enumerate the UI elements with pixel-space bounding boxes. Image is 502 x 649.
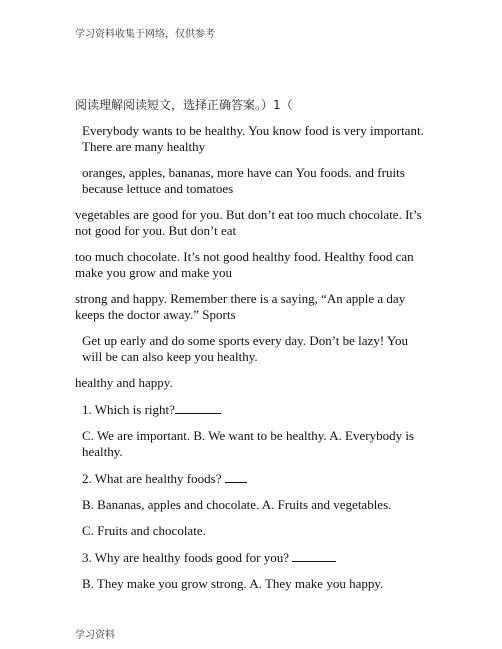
question-3-text: 3. Why are healthy foods good for you?: [82, 550, 289, 565]
passage-line-3: vegetables are good for you. But don’t eat too much chocolate. It’s not good for you. But don’t eat: [75, 207, 422, 238]
question-1-text: 1. Which is right?: [82, 402, 175, 417]
question-1: [75, 401, 430, 418]
passage-line-4: too much chocolate. It’s not good healthy food. Healthy food can make you grow and make you: [75, 249, 414, 280]
question-2-option-c: C. Fruits and chocolate.: [82, 523, 206, 538]
page-footer: 学习资料: [75, 630, 115, 641]
question-1-options: C. We are important. B. We want to be healthy. A. Everybody is healthy.: [82, 428, 414, 459]
answer-blank: [292, 549, 336, 562]
question-2-text: 2. What are healthy foods?: [82, 471, 222, 486]
instructions: 阅读理解阅读短文，选择正确答案。）1（: [75, 98, 293, 112]
document-body: [75, 97, 430, 602]
question-3: [75, 549, 430, 566]
question-2: [75, 470, 430, 487]
page-header: 学习资料收集于网络，仅供参考: [75, 29, 215, 40]
passage-line-7: healthy and happy.: [75, 375, 173, 390]
question-2-options: B. Bananas, apples and chocolate. A. Fruits and vegetables.: [82, 497, 392, 512]
passage-line-6: Get up early and do some sports every day. Don’t be lazy! You will be can also keep you healthy.: [82, 333, 409, 364]
answer-blank: [175, 401, 221, 414]
passage-line-5: strong and happy. Remember there is a saying, “An apple a day keeps the doctor away.” Sports: [75, 291, 406, 322]
question-3-options: B. They make you grow strong. A. They make you happy.: [82, 576, 384, 591]
answer-blank: [225, 470, 247, 483]
passage-line-1: Everybody wants to be healthy. You know food is very important. There are many healthy: [82, 123, 424, 154]
passage-line-2: oranges, apples, bananas, more have can You foods. and fruits because lettuce and tomatoes: [82, 165, 405, 196]
